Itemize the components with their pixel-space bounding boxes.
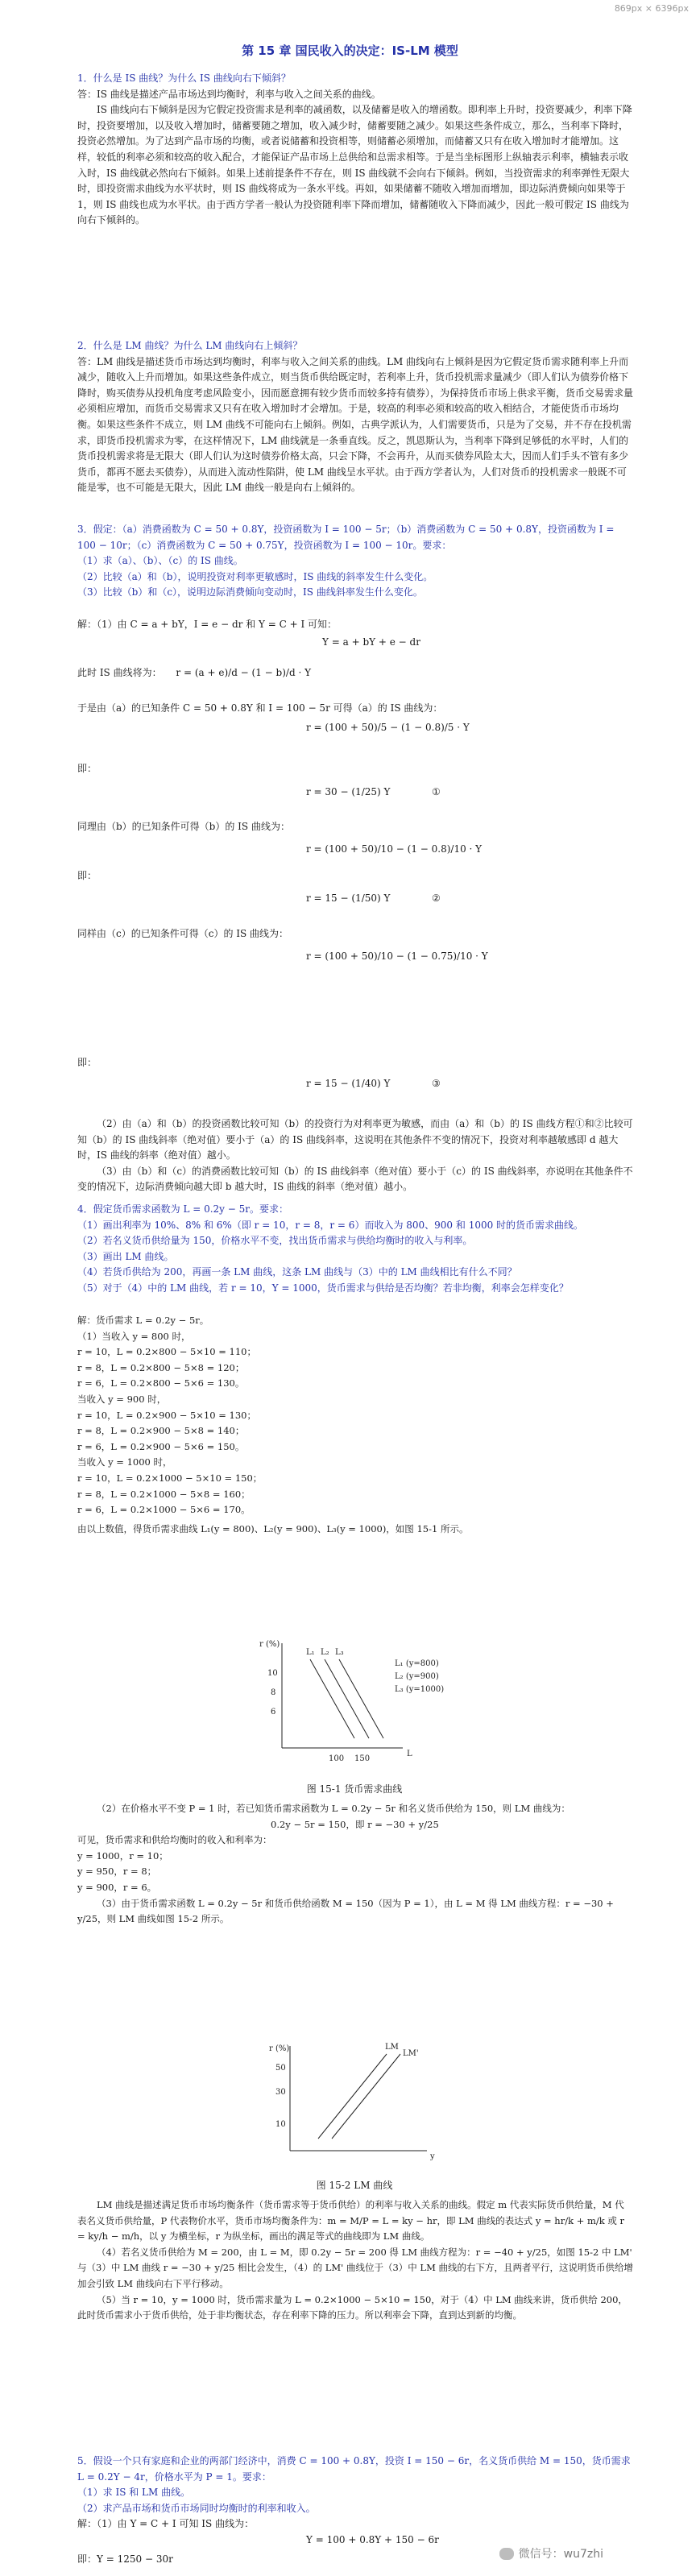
question-4-req-3: （3）画出 LM 曲线。 <box>77 1250 174 1262</box>
fig2-ytick-10: 10 <box>275 2120 286 2129</box>
q4-part2: （2）在价格水平不变 P = 1 时，若已知货币需求函数为 L = 0.2y − 5r 和名义货币供给为 150，则 LM 曲线为： <box>97 1803 570 1814</box>
q5-equation: Y = 100 + 0.8Y + 150 − 6r <box>306 2534 439 2545</box>
fig2-ytick-30: 30 <box>275 2088 286 2097</box>
q4-part5: （5）当 r = 10，y = 1000 时，货币需求量为 L = 0.2×1000 − 5×10 = 150，对于（4）中 LM 曲线来讲，货币供给 200，此时货币需求小于货币供给，处于非均衡状态，存在利率下降的压力。所以利率会下降，直到达到新的均衡。 <box>77 2293 628 2321</box>
fig1-ylabel: r (%) <box>259 1640 280 1649</box>
question-3-text: 3．假定：（a）消费函数为 C = 50 + 0.8Y，投资函数为 I = 100 − 5r；（b）消费函数为 C = 50 + 0.8Y，投资函数为 I = 100 − 10r；（c）消费函数为 C = 50 + 0.75Y，投资函数为 I = 100 − 10r。要求： <box>77 524 615 551</box>
sol-line-8: r = 6，L = 0.2×900 − 5×6 = 150。 <box>77 1440 245 1452</box>
equation-a1: r = (100 + 50)/5 − (1 − 0.8)/5 · Y <box>306 722 470 733</box>
fig1-xtick-100: 100 <box>329 1754 345 1763</box>
question-1 <box>77 71 633 229</box>
q4-eq-lm: 0.2y − 5r = 150，即 r = −30 + y/25 <box>271 1818 439 1830</box>
q4-part4: （4）若名义货币供给为 M = 200，由 L = M，即 0.2y − 5r = 200 得 LM 曲线方程为：r = −40 + y/25，如图 15-2 中 LM' 与（3）中 LM 曲线 r = −30 + y/25 相比会发生，（4）的 LM' 曲线位于（3）中 LM 曲线的右下方，且两者平行，这说明货币供给增加会引致 LM 曲线向右下平行移动。 <box>77 2246 634 2289</box>
sol-line-12: r = 6，L = 0.2×1000 − 5×6 = 170。 <box>77 1504 251 1516</box>
a-intro: 于是由（a）的已知条件 C = 50 + 0.8Y 和 I = 100 − 5r 可得（a）的 IS 曲线为： <box>77 702 443 714</box>
sol-line-2: r = 10，L = 0.2×800 − 5×10 = 110； <box>77 1346 256 1358</box>
question-5-text: 5．假设一个只有家庭和企业的两部门经济中，消费 C = 100 + 0.8Y，投资 I = 150 − 6r，名义货币供给 M = 150，货币需求 L = 0.2Y − 4r，价格水平为 P = 1。要求： <box>77 2455 631 2483</box>
question-5-req-2: （2）求产品市场和货币市场同时均衡时的利率和收入。 <box>77 2502 316 2514</box>
ji-2: 即： <box>77 870 97 881</box>
fig1-curve-l1 <box>310 1659 354 1738</box>
b-intro: 同理由（b）的已知条件可得（b）的 IS 曲线为： <box>77 821 290 832</box>
sol-line-1: （1）当收入 y = 800 时， <box>77 1330 191 1342</box>
sol-line-11: r = 8，L = 0.2×1000 − 5×8 = 160； <box>77 1488 251 1500</box>
fig1-intro: 由以上数值，得货币需求曲线 L₁(y = 800)、L₂(y = 900)、L₃(y = 1000)，如图 15-1 所示。 <box>77 1522 469 1534</box>
question-5-solution <box>77 2516 633 2533</box>
footer-watermark <box>499 2545 603 2562</box>
equation-b2: r = 15 − (1/50) Y <box>306 892 391 904</box>
question-2 <box>77 338 633 496</box>
sol-line-4: r = 6，L = 0.2×800 − 5×6 = 130。 <box>77 1377 245 1389</box>
question-4-solution <box>77 1313 633 1537</box>
question-3-solution-intro <box>77 617 633 633</box>
chapter-title: 第 15 章 国民收入的决定：IS-LM 模型 <box>242 43 458 58</box>
equation-b1: r = (100 + 50)/10 − (1 − 0.8)/10 · Y <box>306 843 483 855</box>
q4-part3: （3）由于货币需求函数 L = 0.2y − 5r 和货币供给函数 M = 150（因为 P = 1），由 L = M 得 LM 曲线方程：r = −30 + y/25，则 LM 曲线如图 15-2 所示。 <box>77 1897 614 1925</box>
sol-line-7: r = 8，L = 0.2×900 − 5×8 = 140； <box>77 1425 245 1437</box>
fig1-xtick-150: 150 <box>354 1754 371 1763</box>
image-size-tag: 869px × 6396px <box>614 3 689 14</box>
equation-c1: r = (100 + 50)/10 − (1 − 0.75)/10 · Y <box>306 950 488 962</box>
q5-solution: 解：（1）由 Y = C + I 可知 IS 曲线为： <box>77 2518 255 2529</box>
sol-line-3: r = 8，L = 0.2×800 − 5×8 = 120； <box>77 1361 245 1373</box>
c-intro: 同样由（c）的已知条件可得（c）的 IS 曲线为： <box>77 928 289 939</box>
question-3-req-2: （2）比较（a）和（b），说明投资对利率更敏感时，IS 曲线的斜率发生什么变化。 <box>77 570 433 582</box>
ji-3: 即： <box>77 1057 97 1068</box>
sol-line-9: 当收入 y = 1000 时， <box>77 1456 172 1468</box>
fig1-legend-1: L₁ (y=800) <box>395 1659 439 1668</box>
fig1-label-l2: L₂ <box>321 1648 329 1657</box>
fig1-legend-2: L₂ (y=900) <box>395 1672 439 1681</box>
question-4-req-2: （2）若名义货币供给量为 150，价格水平不变，找出货币需求与供给均衡时的收入与利率。 <box>77 1235 473 1247</box>
sol-line-10: r = 10，L = 0.2×1000 − 5×10 = 150； <box>77 1472 263 1484</box>
sol-line-0: 解：货币需求 L = 0.2y − 5r。 <box>77 1315 209 1326</box>
question-5-req-1: （1）求 IS 和 LM 曲线。 <box>77 2487 191 2499</box>
question-5 <box>77 2454 633 2516</box>
is-intro-line <box>77 665 633 681</box>
question-2-answer: 答：LM 曲线是描述货币市场达到均衡时，利率与收入之间关系的曲线。LM 曲线向右上倾斜是因为它假定货币需求随利率上升而减少，随收入上升而增加。如果这些条件成立，则当货币供给既定时，若利率上升，货币投机需求量减少（即人们认为债券价格下降时，购买债券从投机角度考虑风险变小，因而愿意拥有较少货币而较多持有债券），为保持货币市场上供求平衡，货币交易需求量必须相应增加，而货币交易需求又只有在收入增加时才会增加。于是，较高的利率必须和较高的收入相结合，才能使货币市场均衡。如果这些条件不成立，则 LM 曲线不可能向右上倾斜。例如，古典学派认为，人们需要货币，只是为了交易，并不存在投机需求，即货币投机需求为零，在这样情况下，LM 曲线就是一条垂直线。反之，凯恩斯认为，当利率下降到足够低的水平时，人们的货币投机需求将是无限大（即人们认为这时债券价格太高，只会下降，不会再升，从而买债券风险太大，因而人们手头不管有多少货币，都再不愿去买债券），从而进入流动性陷阱，使 LM 曲线呈水平状。由于西方学者认为，人们对货币的投机需求一般既不可能是零，也不可能是无限大，因此 LM 曲线一般是向右上倾斜的。 <box>77 355 634 494</box>
fig2-ylabel: r (%) <box>269 2044 290 2053</box>
question-3-req-3: （3）比较（b）和（c），说明边际消费倾向变动时，IS 曲线斜率发生什么变化。 <box>77 586 423 598</box>
equation-mark-3: ③ <box>432 1078 441 1089</box>
question-1-answer-lead: 答：IS 曲线是描述产品市场达到均衡时，利率与收入之间关系的曲线。 <box>77 88 381 100</box>
fig2-curve-lm-prime <box>332 2054 400 2139</box>
question-4-req-1: （1）画出利率为 10%、8% 和 6%（即 r = 10，r = 8，r = 6）而收入为 800、900 和 1000 时的货币需求曲线。 <box>77 1219 584 1231</box>
q3-part3: （3）由（b）和（c）的消费函数比较可知（b）的 IS 曲线斜率（绝对值）要小于（c）的 IS 曲线斜率，亦说明在其他条件不变的情况下，边际消费倾向越大即 b 越大时，IS 曲线的斜率（绝对值）越小。 <box>77 1165 633 1193</box>
q4-eq-3: y = 900，r = 6。 <box>77 1881 157 1893</box>
q4-part2b: 可见，货币需求和供给均衡时的收入和利率为： <box>77 1834 272 1846</box>
equation-c2: r = 15 − (1/40) Y <box>306 1078 391 1089</box>
equation-general: Y = a + bY + e − dr <box>322 636 420 648</box>
fig1-xlabel: L <box>407 1750 412 1758</box>
q4-eq-2: y = 950，r = 8； <box>77 1866 157 1878</box>
question-4-req-4: （4）若货币供给为 200，再画一条 LM 曲线，这条 LM 曲线与（3）中的 LM 曲线相比有什么不同？ <box>77 1266 517 1278</box>
fig2-xlabel: y <box>430 2152 435 2161</box>
q4-lm-block <box>77 2197 633 2324</box>
is-intro: 此时 IS 曲线将为： <box>77 667 162 678</box>
fig1-ytick-10: 10 <box>267 1669 278 1678</box>
equation-mark-1: ① <box>432 786 441 797</box>
question-4-req-5: （5）对于（4）中的 LM 曲线，若 r = 10，Y = 1000，货币需求与供给是否均衡？若非均衡，利率会怎样变化？ <box>77 1282 569 1294</box>
fig1-label-l3: L₃ <box>335 1648 344 1657</box>
footer-text: 微信号：wu7zhi <box>518 2548 603 2561</box>
fig2-label-lm: LM <box>385 2043 399 2052</box>
a-intro-line <box>77 701 633 717</box>
q4-eq-1: y = 1000，r = 10； <box>77 1849 168 1862</box>
sol-line-6: r = 10，L = 0.2×900 − 5×10 = 130； <box>77 1409 256 1421</box>
question-3-req-1: （1）求（a）、（b）、（c）的 IS 曲线。 <box>77 555 243 567</box>
q5-ji: 即：Y = 1250 − 30r <box>77 2553 173 2565</box>
q3-part2-block <box>77 1116 633 1195</box>
sol-line-5: 当收入 y = 900 时， <box>77 1393 167 1405</box>
fig1-curve-l3 <box>339 1659 383 1738</box>
ji-1: 即： <box>77 763 97 774</box>
equation-a2: r = 30 − (1/25) Y <box>306 786 391 797</box>
question-1-text: 1．什么是 IS 曲线？为什么 IS 曲线向右下倾斜？ <box>77 72 291 84</box>
fig2-curve-lm <box>318 2054 387 2139</box>
question-2-text: 2．什么是 LM 曲线？为什么 LM 曲线向右上倾斜？ <box>77 340 303 351</box>
equation-mark-2: ② <box>432 892 441 904</box>
fig2-ytick-50: 50 <box>275 2064 286 2073</box>
question-4-text: 4．假定货币需求函数为 L = 0.2y − 5r。要求： <box>77 1203 289 1215</box>
figure-15-2 <box>258 2038 451 2175</box>
fig1-ytick-8: 8 <box>271 1688 276 1697</box>
q4-part2-block <box>77 1801 633 1928</box>
wechat-icon <box>499 2548 514 2560</box>
q3-part2: （2）由（a）和（b）的投资函数比较可知（b）的投资行为对利率更为敏感，而由（a）和（b）的 IS 曲线方程①和②比较可知（b）的 IS 曲线斜率（绝对值）要小于（a）的 IS 曲线斜率，这说明在其他条件不变的情况下，投资对利率越敏感即 d 越大时，IS 曲线的斜率（绝对值）越小。 <box>77 1118 633 1162</box>
fig1-legend-3: L₃ (y=1000) <box>395 1685 445 1694</box>
fig1-caption: 图 15-1 货币需求曲线 <box>306 1783 403 1795</box>
fig1-curve-l2 <box>325 1659 369 1738</box>
question-3 <box>77 522 633 601</box>
fig2-caption: 图 15-2 LM 曲线 <box>316 2180 393 2191</box>
fig2-label-lm-prime: LM' <box>403 2049 419 2058</box>
equation-is: r = (a + e)/d − (1 − b)/d · Y <box>176 667 312 678</box>
question-4 <box>77 1202 633 1297</box>
solution-intro: 解：（1）由 C = a + bY，I = e − dr 和 Y = C + I 可知： <box>77 619 338 630</box>
question-1-answer-body: IS 曲线向右下倾斜是因为它假定投资需求是利率的减函数，以及储蓄是收入的增函数。即利率上升时，投资要减少，利率下降时，投资要增加，以及收入增加时，储蓄要随之增加，收入减少时，储蓄要随之减少。如果这些条件成立，那么，当利率下降时，投资必然增加。为了达到产品市场的均衡，或者说储蓄和投资相等，则储蓄必须增加，而储蓄又只有在收入增加时才能增加。这样，较低的利率必须和较高的收入配合，才能保证产品市场上总供给和总需求相等。于是当坐标图形上纵轴表示利率，横轴表示收入时，IS 曲线就必然向右下倾斜。如果上述前提条件不存在，则 IS 曲线就不会向右下倾斜。例如，当投资需求的利率弹性无限大时，即投资需求曲线为水平状时，则 IS 曲线将成为一条水平线。再如，如果储蓄不随收入增加而增加，即边际消费倾向如果等于 1，则 IS 曲线也成为水平状。由于西方学者一般认为投资随利率下降而增加，储蓄随收入下降而减少，因此一般可假定 IS 曲线为向右下倾斜的。 <box>77 104 632 226</box>
q4-lm-desc: LM 曲线是描述满足货币市场均衡条件（货币需求等于货币供给）的利率与收入关系的曲线。假定 m 代表实际货币供给量，M 代表名义货币供给量，P 代表物价水平，货币市场均衡条件为：m = M/P = L = ky − hr，即 LM 曲线的表达式 y = hr/k + m/k 或 r = ky/h − m/h，以 y 为横坐标，r 为纵坐标，画出的满足等式的曲线即为 LM 曲线。 <box>77 2199 625 2243</box>
fig1-ytick-6: 6 <box>271 1708 276 1717</box>
figure-15-1 <box>242 1635 467 1780</box>
fig1-label-l1: L₁ <box>306 1648 315 1657</box>
